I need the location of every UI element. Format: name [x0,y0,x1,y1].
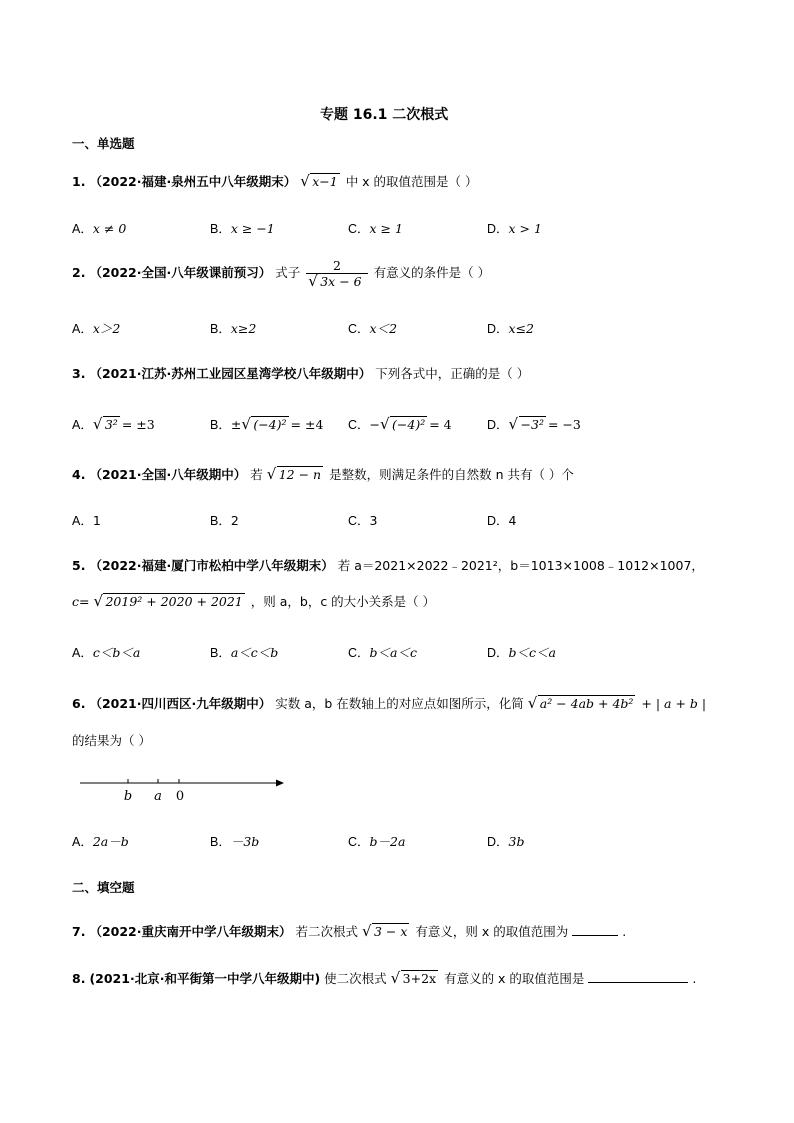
question-stem: 有意义，则 x 的取值范围为 [415,924,569,939]
question-3 [72,364,529,382]
option-a[interactable]: A．1 [72,513,101,528]
option-b[interactable]: B．a＜c＜b [210,645,279,660]
arrow-head-icon [276,780,284,787]
sqrt-expression: √ a² − 4ab + 4b² [527,694,634,712]
sqrt-expression: √ 2019² + 2020 + 2021 [93,592,243,610]
question-source: （2022·福建·泉州五中八年级期末） [89,174,297,189]
option-d[interactable]: D．b＜c＜a [487,645,556,660]
question-source: （2021·江苏·苏州工业园区星湾学校八年级期中） [89,366,372,381]
option-b[interactable]: B．－3b [210,834,260,849]
option-a[interactable]: A．x＞2 [72,321,121,336]
question-8 [72,969,696,987]
question-6-line-1 [72,694,706,712]
question-5-line-1 [72,556,704,574]
question-7 [72,922,626,940]
option-b[interactable]: B．± √ (−4)² = ±4 [210,415,324,433]
question-stem: 有意义的条件是（ ） [373,265,491,280]
option-a[interactable]: A． √ 3² = ±3 [72,415,155,433]
question-stem: 是整数，则满足条件的自然数 n 共有（ ）个 [329,467,574,482]
question-end: . [622,924,627,939]
question-number: 4. [72,467,86,482]
option-d[interactable]: D． √ −3² = −3 [487,415,581,433]
question-stem: 中 x 的取值范围是（ ） [345,174,478,189]
question-end: . [692,971,697,986]
question-source: （2021·四川西区·九年级期中） [89,696,272,711]
question-number: 7. [72,924,86,939]
question-6-line-2: 的结果为（ ） [72,733,151,748]
label-a: a [154,789,162,804]
question-source: （2021·全国·八年级期中） [89,467,247,482]
question-number: 8. [72,971,86,986]
answer-blank[interactable] [588,970,688,983]
option-c[interactable]: C．3 [348,513,378,528]
option-d[interactable]: D．x > 1 [487,221,542,236]
question-prefix: 若 [250,467,263,482]
option-c[interactable]: C．b－2a [348,834,406,849]
question-source: (2021·北京·和平街第一中学八年级期中) [89,971,321,986]
question-prefix: 若二次根式 [295,924,358,939]
c-definition: c= [72,594,90,609]
question-5-line-2 [72,592,435,610]
label-b: b [123,789,133,804]
option-a[interactable]: A．2a－b [72,834,129,849]
option-a[interactable]: A．c＜b＜a [72,645,141,660]
question-source: （2022·重庆南开中学八年级期末） [89,924,292,939]
option-c[interactable]: C．x ≥ 1 [348,221,403,236]
section-heading-single-choice: 一、单选题 [72,136,135,151]
option-d[interactable]: D．3b [487,834,525,849]
option-b[interactable]: B．x ≥ −1 [210,221,275,236]
page-title: 专题 16.1 二次根式 [320,107,449,123]
question-prefix: 使二次根式 [324,971,387,986]
option-c[interactable]: C．x＜2 [348,321,398,336]
option-a[interactable]: A．x ≠ 0 [72,221,127,236]
question-source: （2022·福建·厦门市松柏中学八年级期末） [89,558,334,573]
question-stem: 若 a＝2021×2022﹣2021²，b＝1013×1008﹣1012×1007， [337,558,704,573]
question-stem: 实数 a，b 在数轴上的对应点如图所示，化简 [275,696,524,711]
question-stem: 有意义的 x 的取值范围是 [444,971,585,986]
sqrt-expression: √ 3+2x [390,969,437,987]
question-prefix: 式子 [275,265,301,280]
question-stem-continued: ，则 a，b，c 的大小关系是（ ） [250,594,436,609]
option-b[interactable]: B．2 [210,513,239,528]
question-number: 5. [72,558,86,573]
section-heading-fill-blank: 二、填空题 [72,880,135,895]
question-number: 2. [72,265,86,280]
label-zero: 0 [175,789,185,804]
question-1 [72,172,478,190]
question-2 [72,258,490,289]
sqrt-expression: √ 3 − x [361,922,408,940]
fraction: 2 √ 3x − 6 [306,258,367,289]
question-stem: 下列各式中，正确的是（ ） [375,366,530,381]
sqrt-expression: √ 12 − n [266,465,322,483]
question-source: （2022·全国·八年级课前预习） [89,265,272,280]
option-c[interactable]: C．b＜a＜c [348,645,417,660]
option-b[interactable]: B．x≥2 [210,321,257,336]
question-4 [72,465,574,483]
number-line-figure [80,774,290,806]
absolute-value-term: + | a + b | [641,696,707,711]
question-number: 6. [72,696,86,711]
option-d[interactable]: D．x≤2 [487,321,535,336]
question-number: 1. [72,174,86,189]
sqrt-expression: √ x−1 [300,172,338,190]
answer-blank[interactable] [572,923,618,936]
question-number: 3. [72,366,86,381]
option-c[interactable]: C．− √ (−4)² = 4 [348,415,452,433]
option-d[interactable]: D．4 [487,513,517,528]
